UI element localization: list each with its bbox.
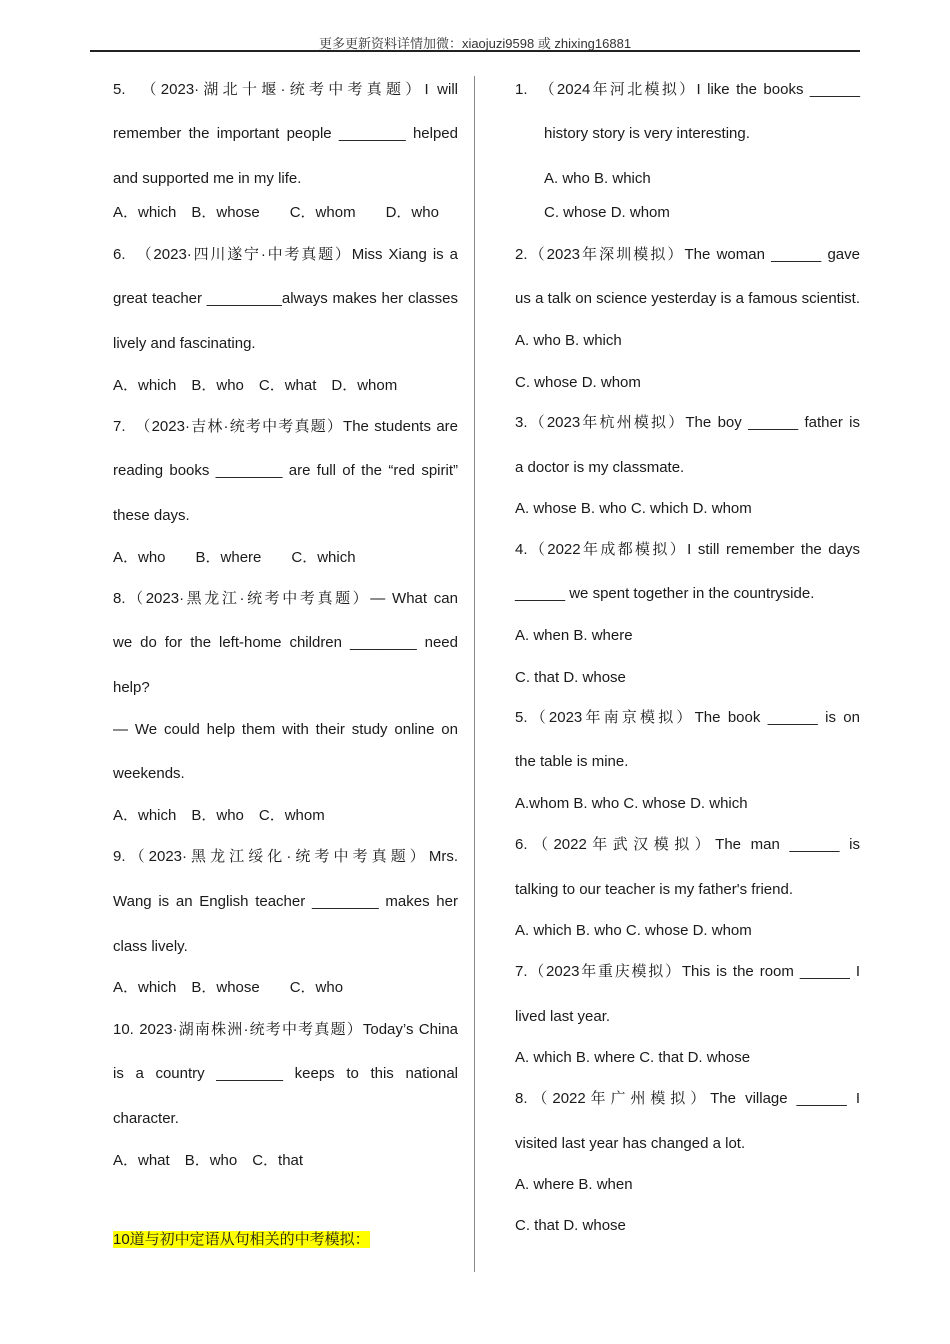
column-divider: [474, 76, 475, 1272]
left-text-line: help?: [113, 679, 150, 696]
right-text-line: visited last year has changed a lot.: [515, 1135, 746, 1152]
left-text-line: these days.: [113, 507, 190, 524]
left-text-line: 7. （2023·吉林·统考中考真题）The students are: [113, 418, 458, 435]
right-text-line: lived last year.: [515, 1008, 611, 1025]
right-text-line: C. whose D. whom: [544, 204, 670, 221]
right-text-line: 6.（2022年武汉模拟）The man ______ is: [515, 836, 860, 853]
left-text-line: A．which B．who C．what D．whom: [113, 377, 398, 394]
left-text-line: — We could help them with their study online on: [113, 721, 458, 738]
right-text-line: ______ we spent together in the countryside.: [515, 585, 815, 602]
right-text-line: a doctor is my classmate.: [515, 459, 685, 476]
left-text-line: 8.（2023·黑龙江·统考中考真题）— What can: [113, 590, 458, 607]
right-text-line: 3.（2023年杭州模拟）The boy ______ father is: [515, 414, 860, 431]
right-text-line: A. which B. who C. whose D. whom: [515, 922, 752, 939]
header-rule: [90, 50, 860, 52]
left-text-line: A．who B．where C．which: [113, 549, 356, 566]
right-text-line: 5.（2023年南京模拟）The book ______ is on: [515, 709, 860, 726]
left-text-line: reading books ________ are full of the “red spirit”: [113, 462, 458, 479]
right-text-line: A. who B. which: [515, 332, 622, 349]
highlighted-heading: 10道与初中定语从句相关的中考模拟：: [113, 1231, 370, 1248]
left-text-line: we do for the left-home children ________ need: [113, 634, 458, 651]
left-text-line: great teacher _________always makes her classes: [113, 290, 458, 307]
left-text-line: A．what B．who C．that: [113, 1152, 304, 1169]
right-text-line: A. where B. when: [515, 1176, 633, 1193]
left-text-line: character.: [113, 1110, 179, 1127]
right-text-line: A. who B. which: [544, 170, 651, 187]
page-header: 更多更新资料详情加微：xiaojuzi9598 或 zhixing16881: [318, 36, 632, 51]
right-text-line: 7.（2023年重庆模拟）This is the room ______ I: [515, 963, 860, 980]
left-text-line: 6. （2023·四川遂宁·中考真题）Miss Xiang is a: [113, 246, 458, 263]
left-text-line: [113, 1230, 458, 1250]
left-text-line: class lively.: [113, 938, 188, 955]
right-text-line: history story is very interesting.: [544, 125, 750, 142]
right-text-line: talking to our teacher is my father's friend.: [515, 881, 793, 898]
right-text-line: 4.（2022年成都模拟）I still remember the days: [515, 541, 860, 558]
left-text-line: 9.（2023·黑龙江绥化·统考中考真题）Mrs.: [113, 848, 458, 865]
right-text-line: C. that D. whose: [515, 669, 626, 686]
left-text-line: weekends.: [113, 765, 185, 782]
right-text-line: C. whose D. whom: [515, 374, 641, 391]
left-text-line: lively and fascinating.: [113, 335, 256, 352]
left-text-line: remember the important people ________ helped: [113, 125, 458, 142]
right-text-line: 2.（2023年深圳模拟）The woman ______ gave: [515, 246, 860, 263]
right-text-line: C. that D. whose: [515, 1217, 626, 1234]
left-text-line: Wang is an English teacher ________ makes her: [113, 893, 458, 910]
right-text-line: 8.（2022年广州模拟）The village ______ I: [515, 1090, 860, 1107]
left-text-line: A．which B．who C．whom: [113, 807, 325, 824]
left-text-line: 5. （2023·湖北十堰·统考中考真题）I will: [113, 81, 458, 98]
left-text-line: is a country ________ keeps to this national: [113, 1065, 458, 1082]
left-text-line: A．which B．whose C．who: [113, 979, 344, 996]
left-text-line: A．which B．whose C．whom D．who: [113, 204, 439, 221]
left-text-line: 10. 2023·湖南株洲·统考中考真题）Today’s China: [113, 1021, 458, 1038]
right-text-line: A. whose B. who C. which D. whom: [515, 500, 752, 517]
right-text-line: 1. （2024年河北模拟）I like the books ______: [515, 81, 860, 98]
right-text-line: A. when B. where: [515, 627, 633, 644]
right-text-line: us a talk on science yesterday is a famous scientist.: [515, 290, 860, 307]
left-text-line: and supported me in my life.: [113, 170, 302, 187]
right-text-line: A. which B. where C. that D. whose: [515, 1049, 751, 1066]
right-text-line: A.whom B. who C. whose D. which: [515, 795, 748, 812]
right-text-line: the table is mine.: [515, 753, 629, 770]
